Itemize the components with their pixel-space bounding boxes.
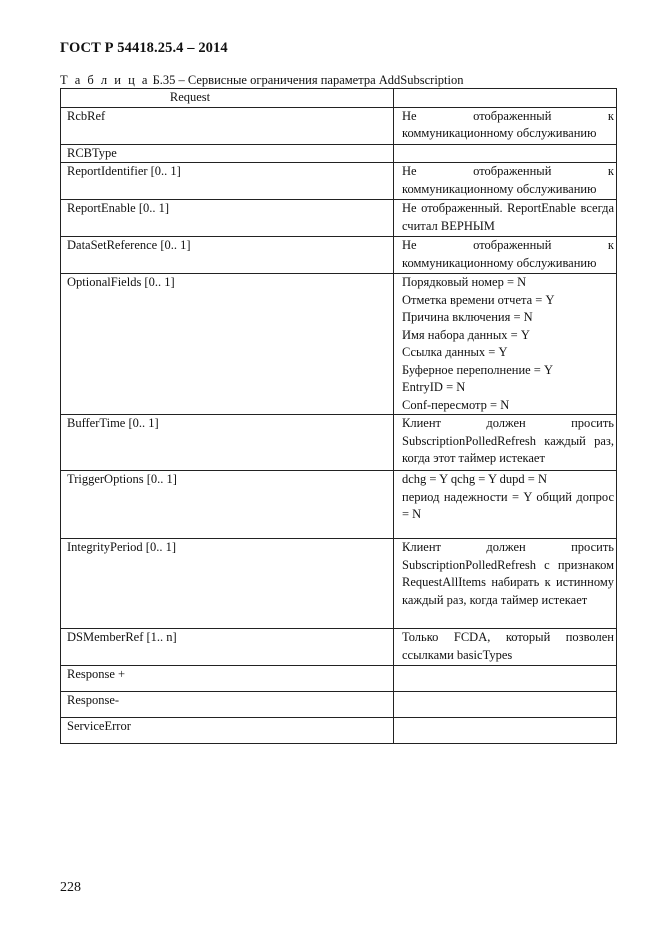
- constraint-cell: [394, 692, 617, 718]
- service-constraints-table: [60, 88, 617, 744]
- constraint-line: Conf-пересмотр = N: [402, 397, 510, 412]
- table-row: [61, 718, 617, 744]
- document-header: ГОСТ Р 54418.25.4 – 2014: [60, 40, 228, 56]
- table-row: [61, 274, 617, 415]
- param-cell: ReportIdentifier [0.. 1]: [61, 163, 394, 200]
- param-cell: ReportEnable [0.. 1]: [61, 200, 394, 237]
- param-cell: TriggerOptions [0.. 1]: [61, 471, 394, 539]
- table-row: [61, 415, 617, 471]
- constraint-cell: [394, 107, 617, 144]
- constraint-line: Отметка времени отчета = Y: [402, 292, 555, 307]
- table-row: [61, 144, 617, 163]
- table-row: [61, 107, 617, 144]
- constraint-line: Буферное переполнение = Y: [402, 362, 554, 377]
- constraint-cell: [394, 274, 617, 415]
- constraint-line: Не отображенный к коммуникационному обслуживанию: [402, 238, 614, 270]
- constraint-cell: [394, 415, 617, 471]
- constraint-cell: [394, 237, 617, 274]
- constraint-cell: [394, 666, 617, 692]
- constraint-line: Клиент должен просить SubscriptionPolledRefresh с признаком RequestAllItems набирать к истинному каждый раз, когда таймер истекает: [402, 540, 614, 607]
- constraint-cell: [394, 163, 617, 200]
- table-row: [61, 237, 617, 274]
- constraint-line: Не отображенный к коммуникационному обслуживанию: [402, 108, 614, 140]
- table-caption-text: Б.35 – Сервисные ограничения параметра AddSubscription: [149, 73, 464, 87]
- constraint-line: Ссылка данных = Y: [402, 345, 508, 359]
- page-number: 228: [60, 880, 81, 895]
- constraint-line: Причина включения = N: [402, 310, 533, 324]
- table-row: [61, 692, 617, 718]
- table-row: [61, 200, 617, 237]
- param-cell: DataSetReference [0.. 1]: [61, 237, 394, 274]
- header-cell-request: Request: [61, 89, 394, 108]
- constraint-line: Не отображенный. ReportEnable всегда считал ВЕРНЫМ: [402, 201, 614, 233]
- constraint-line: Порядковый номер = N: [402, 275, 527, 289]
- table-header-row: [61, 89, 617, 108]
- constraint-line: период надежности = Y общий допрос = N: [402, 489, 614, 521]
- constraint-cell: [394, 200, 617, 237]
- table-row: [61, 666, 617, 692]
- constraint-cell: [394, 144, 617, 163]
- constraint-cell: [394, 718, 617, 744]
- constraint-cell: [394, 471, 617, 539]
- constraint-line: Только FCDA, который позволен ссылками basicTypes: [402, 630, 614, 662]
- param-cell: Response +: [61, 666, 394, 692]
- param-cell: OptionalFields [0.. 1]: [61, 274, 394, 415]
- constraint-cell: [394, 629, 617, 666]
- param-cell: IntegrityPeriod [0.. 1]: [61, 539, 394, 629]
- table-caption: [60, 73, 463, 88]
- constraint-line: EntryID = N: [402, 380, 466, 394]
- table-row: [61, 471, 617, 539]
- param-cell: BufferTime [0.. 1]: [61, 415, 394, 471]
- table-caption-prefix: Т а б л и ц а: [60, 73, 150, 87]
- param-cell: Response-: [61, 692, 394, 718]
- param-cell: RcbRef: [61, 107, 394, 144]
- constraint-line: Клиент должен просить SubscriptionPolledRefresh каждый раз, когда этот таймер истекает: [402, 416, 614, 465]
- constraint-cell: [394, 539, 617, 629]
- table-row: [61, 629, 617, 666]
- table-row: [61, 163, 617, 200]
- param-cell: RCBType: [61, 144, 394, 163]
- param-cell: ServiceError: [61, 718, 394, 744]
- constraint-line: dchg = Y qchg = Y dupd = N: [402, 472, 547, 486]
- constraint-line: Не отображенный к коммуникационному обслуживанию: [402, 164, 614, 196]
- param-cell: DSMemberRef [1.. n]: [61, 629, 394, 666]
- constraint-line: Имя набора данных = Y: [402, 327, 530, 342]
- header-cell-empty: [394, 89, 617, 108]
- table-row: [61, 539, 617, 629]
